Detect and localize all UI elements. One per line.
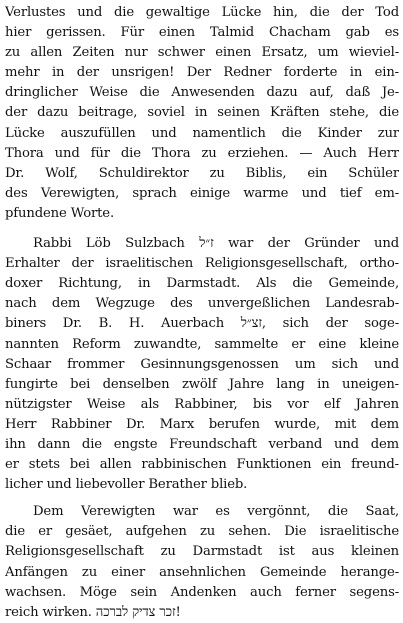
text-line: wachsen. Möge sein Andenken auch ferner segens- <box>5 584 399 600</box>
paragraph-2 <box>5 234 399 495</box>
paragraph-1 <box>5 3 399 224</box>
text-line: des Verewigten, sprach einige warme und tief em- <box>5 185 399 201</box>
paragraph-gap <box>5 495 399 502</box>
text-line: nannten Reform zuwandte, sammelte er eine kleine <box>5 336 399 352</box>
text-line: reich wirken. זכר צדיק לברכה! <box>5 604 181 620</box>
text-line: biners Dr. B. H. Auerbach זצ״ל, sich der soge- <box>5 316 399 332</box>
text-line: licher und liebevoller Berather blieb. <box>5 477 248 493</box>
text-line: Herr Rabbiner Dr. Marx berufen wurde, mit dem <box>5 416 399 432</box>
text-line: nützigster Weise als Rabbiner, bis vor elf Jahren <box>5 396 399 412</box>
text-line: Thora und für die Thora zu erziehen. — Auch Herr <box>5 145 399 161</box>
text-line: doxer Richtung, in Darmstadt. Als die Gemeinde, <box>5 276 399 292</box>
text-line: die er gesäet, aufgehen zu sehen. Die israelitische <box>5 524 399 540</box>
text-line: Schaar frommer Gesinnungsgenossen um sich und <box>5 356 399 372</box>
text-line: dringlicher Weise die Anwesenden dazu auf, daß Je- <box>5 85 399 101</box>
text-line: Rabbi Löb Sulzbach ז״ל war der Gründer und <box>33 236 399 252</box>
text-line: ihn dann die engste Freundschaft verband und dem <box>5 436 399 452</box>
text-line: zu allen Zeiten nur schwer einen Ersatz, um wieviel- <box>5 45 399 61</box>
text-line: er stets bei allen rabbinischen Funktionen ein freund- <box>5 457 399 473</box>
text-line: pfundene Worte. <box>5 205 114 221</box>
text-line: hier gerissen. Für einen Talmid Chacham gab es <box>5 25 399 41</box>
text-line: Verlustes und die gewaltige Lücke hin, die der Tod <box>5 5 399 20</box>
text-line: Religionsgesellschaft zu Darmstadt ist aus kleinen <box>5 544 399 560</box>
text-line: Erhalter der israelitischen Religionsgesellschaft, ortho- <box>5 256 399 272</box>
text-line: Dr. Wolf, Schuldirektor zu Biblis, ein Schüler <box>5 165 399 181</box>
text-line: Anfängen zu einer ansehnlichen Gemeinde herange- <box>5 564 399 580</box>
paragraph-gap <box>5 224 399 234</box>
text-line: mehr in der unsrigen! Der Redner forderte in ein- <box>5 65 399 81</box>
text-line: nach dem Wegzuge des unvergeßlichen Landesrab- <box>5 296 399 312</box>
text-line: der dazu beitrage, soviel in seinen Kräften stehe, die <box>5 105 399 121</box>
text-line: Dem Verewigten war es vergönnt, die Saat, <box>33 504 399 520</box>
text-line: fungirte bei denselben zwölf Jahre lang in uneigen- <box>5 376 399 392</box>
text-line: Lücke auszufüllen und namentlich die Kinder zur <box>5 125 399 141</box>
paragraph-3 <box>5 502 399 623</box>
